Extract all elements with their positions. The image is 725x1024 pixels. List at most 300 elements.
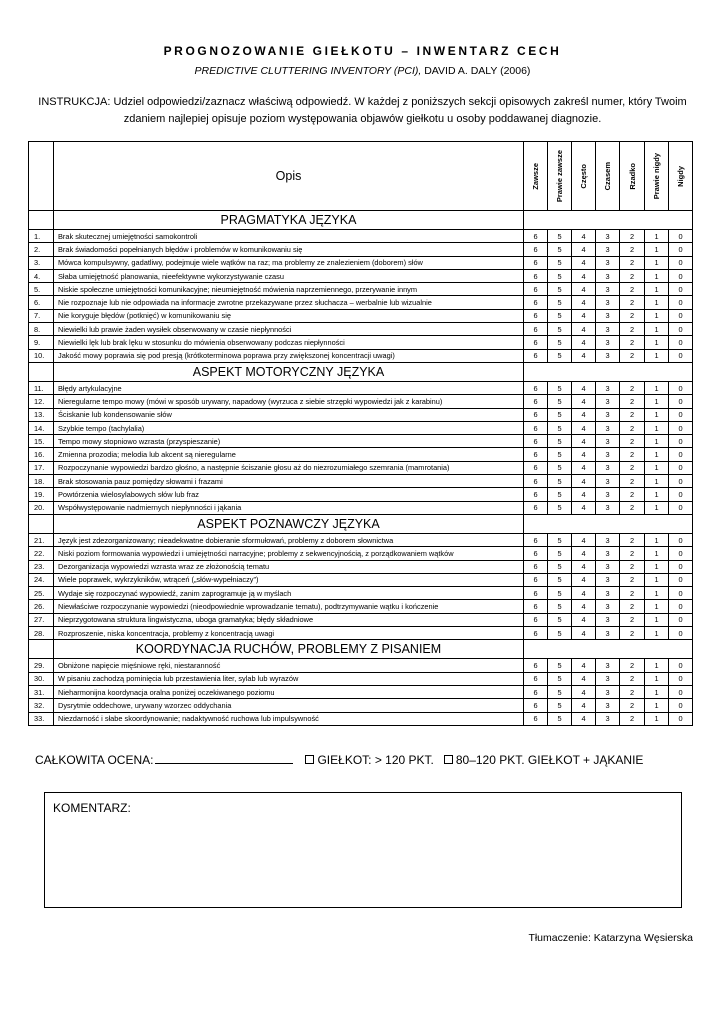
- score-option[interactable]: 5: [548, 309, 572, 322]
- score-option[interactable]: 5: [548, 659, 572, 672]
- score-option[interactable]: 4: [572, 349, 596, 362]
- item-number: 24.: [29, 573, 54, 586]
- score-option[interactable]: 3: [596, 408, 620, 421]
- item-description: Brak stosowania pauz pomiędzy słowami i frazami: [54, 475, 524, 488]
- score-option[interactable]: 3: [596, 461, 620, 474]
- score-option[interactable]: 2: [620, 501, 645, 514]
- score-option[interactable]: 0: [669, 613, 693, 626]
- score-option[interactable]: 6: [524, 672, 548, 685]
- score-option[interactable]: 0: [669, 475, 693, 488]
- score-option[interactable]: 4: [572, 600, 596, 613]
- score-option[interactable]: 0: [669, 659, 693, 672]
- score-option[interactable]: 1: [645, 501, 669, 514]
- score-option[interactable]: 2: [620, 587, 645, 600]
- score-option[interactable]: 1: [645, 475, 669, 488]
- score-option[interactable]: 0: [669, 547, 693, 560]
- score-option[interactable]: 4: [572, 296, 596, 309]
- score-option[interactable]: 5: [548, 283, 572, 296]
- score-option[interactable]: 5: [548, 421, 572, 434]
- score-option[interactable]: 5: [548, 475, 572, 488]
- score-option[interactable]: 0: [669, 501, 693, 514]
- score-option[interactable]: 3: [596, 712, 620, 725]
- score-option[interactable]: 5: [548, 685, 572, 698]
- score-option[interactable]: 5: [548, 230, 572, 243]
- score-option[interactable]: 4: [572, 501, 596, 514]
- score-option[interactable]: 0: [669, 712, 693, 725]
- score-option[interactable]: 2: [620, 672, 645, 685]
- score-option[interactable]: 4: [572, 283, 596, 296]
- score-option[interactable]: 1: [645, 349, 669, 362]
- section-header-row: [29, 211, 693, 230]
- score-option[interactable]: 4: [572, 381, 596, 394]
- score-option[interactable]: 3: [596, 309, 620, 322]
- score-option[interactable]: 4: [572, 435, 596, 448]
- score-option[interactable]: 3: [596, 243, 620, 256]
- table-row: [29, 613, 693, 626]
- score-option[interactable]: 1: [645, 461, 669, 474]
- score-option[interactable]: 2: [620, 475, 645, 488]
- translator-credit: Tłumaczenie: Katarzyna Węsierska: [528, 932, 693, 944]
- score-option[interactable]: 6: [524, 560, 548, 573]
- score-option[interactable]: 1: [645, 448, 669, 461]
- item-number: 19.: [29, 488, 54, 501]
- score-option[interactable]: 6: [524, 712, 548, 725]
- score-option[interactable]: 2: [620, 461, 645, 474]
- score-option[interactable]: 3: [596, 573, 620, 586]
- score-option[interactable]: 6: [524, 587, 548, 600]
- score-option[interactable]: 6: [524, 547, 548, 560]
- table-row: [29, 395, 693, 408]
- score-option[interactable]: 1: [645, 256, 669, 269]
- score-option[interactable]: 2: [620, 421, 645, 434]
- score-option[interactable]: 2: [620, 408, 645, 421]
- score-option[interactable]: 3: [596, 435, 620, 448]
- score-option[interactable]: 3: [596, 296, 620, 309]
- item-number: 16.: [29, 448, 54, 461]
- score-option[interactable]: 4: [572, 533, 596, 546]
- checkbox-icon[interactable]: [305, 755, 314, 764]
- score-option[interactable]: 6: [524, 533, 548, 546]
- score-option[interactable]: 5: [548, 435, 572, 448]
- score-option[interactable]: 4: [572, 547, 596, 560]
- score-option[interactable]: 2: [620, 547, 645, 560]
- score-option[interactable]: 1: [645, 421, 669, 434]
- score-option[interactable]: 4: [572, 659, 596, 672]
- score-option[interactable]: 4: [572, 488, 596, 501]
- score-option[interactable]: 0: [669, 395, 693, 408]
- score-option[interactable]: 4: [572, 408, 596, 421]
- score-option[interactable]: 6: [524, 256, 548, 269]
- item-description: Współwystępowanie nadmiernych niepłynności i jąkania: [54, 501, 524, 514]
- total-score-field[interactable]: [155, 753, 293, 764]
- score-option[interactable]: 3: [596, 547, 620, 560]
- score-option[interactable]: 1: [645, 230, 669, 243]
- score-option[interactable]: 6: [524, 435, 548, 448]
- item-description: Wydaje się rozpoczynać wypowiedź, zanim zaprogramuje ją w myślach: [54, 587, 524, 600]
- item-number: 20.: [29, 501, 54, 514]
- score-option[interactable]: 1: [645, 243, 669, 256]
- score-option[interactable]: 1: [645, 627, 669, 640]
- score-option[interactable]: 0: [669, 627, 693, 640]
- section-scale-cell: [524, 362, 693, 381]
- score-option[interactable]: 0: [669, 461, 693, 474]
- score-option[interactable]: 6: [524, 243, 548, 256]
- score-option[interactable]: 3: [596, 256, 620, 269]
- header-scale: Rzadko: [627, 162, 637, 190]
- score-option[interactable]: 5: [548, 573, 572, 586]
- score-option[interactable]: 4: [572, 475, 596, 488]
- item-description: Nie rozpoznaje lub nie odpowiada na informacje zwrotne przekazywane przez słuchacza – werbalnie lub wizualnie: [54, 296, 524, 309]
- score-option[interactable]: 2: [620, 685, 645, 698]
- score-option[interactable]: 5: [548, 600, 572, 613]
- item-number: 2.: [29, 243, 54, 256]
- score-option[interactable]: 3: [596, 627, 620, 640]
- score-option[interactable]: 3: [596, 269, 620, 282]
- score-option[interactable]: 6: [524, 283, 548, 296]
- score-option[interactable]: 2: [620, 488, 645, 501]
- item-description: Szybkie tempo (tachylalia): [54, 421, 524, 434]
- score-option[interactable]: 3: [596, 659, 620, 672]
- score-option[interactable]: 3: [596, 600, 620, 613]
- item-description: Jakość mowy poprawia się pod presją (krótkoterminowa poprawa przy zwiększonej koncentracji uwagi): [54, 349, 524, 362]
- score-option[interactable]: 6: [524, 448, 548, 461]
- score-option[interactable]: 6: [524, 659, 548, 672]
- score-option[interactable]: 4: [572, 699, 596, 712]
- score-option[interactable]: 4: [572, 421, 596, 434]
- score-option[interactable]: 2: [620, 230, 645, 243]
- section-title: KOORDYNACJA RUCHÓW, PROBLEMY Z PISANIEM: [54, 640, 524, 659]
- score-option[interactable]: 1: [645, 323, 669, 336]
- score-option[interactable]: 2: [620, 659, 645, 672]
- score-option[interactable]: 3: [596, 283, 620, 296]
- score-option[interactable]: 6: [524, 699, 548, 712]
- score-option[interactable]: 1: [645, 309, 669, 322]
- score-option[interactable]: 2: [620, 269, 645, 282]
- score-option[interactable]: 6: [524, 269, 548, 282]
- score-option[interactable]: 0: [669, 323, 693, 336]
- score-option[interactable]: 5: [548, 672, 572, 685]
- score-option[interactable]: 4: [572, 712, 596, 725]
- item-number: 18.: [29, 475, 54, 488]
- score-option[interactable]: 0: [669, 685, 693, 698]
- score-option[interactable]: 5: [548, 243, 572, 256]
- inventory-table: [28, 141, 693, 726]
- score-option[interactable]: 1: [645, 712, 669, 725]
- score-option[interactable]: 6: [524, 627, 548, 640]
- score-option[interactable]: 5: [548, 269, 572, 282]
- score-option[interactable]: 0: [669, 533, 693, 546]
- score-option[interactable]: 2: [620, 613, 645, 626]
- score-option[interactable]: 0: [669, 408, 693, 421]
- comment-box[interactable]: [44, 792, 682, 908]
- score-option[interactable]: 6: [524, 461, 548, 474]
- score-option[interactable]: 0: [669, 560, 693, 573]
- score-option[interactable]: 3: [596, 699, 620, 712]
- score-option[interactable]: 5: [548, 613, 572, 626]
- table-row: [29, 672, 693, 685]
- score-option[interactable]: 4: [572, 613, 596, 626]
- item-description: W pisaniu zachodzą pominięcia lub przestawienia liter, sylab lub wyrazów: [54, 672, 524, 685]
- score-option[interactable]: 4: [572, 395, 596, 408]
- score-option[interactable]: 1: [645, 336, 669, 349]
- score-option[interactable]: 2: [620, 573, 645, 586]
- score-option[interactable]: 0: [669, 256, 693, 269]
- total-score-label: CAŁKOWITA OCENA:: [35, 753, 154, 767]
- table-row: [29, 699, 693, 712]
- item-description: Powtórzenia wielosylabowych słów lub fraz: [54, 488, 524, 501]
- score-option[interactable]: 1: [645, 560, 669, 573]
- score-option[interactable]: 5: [548, 461, 572, 474]
- score-option[interactable]: 0: [669, 448, 693, 461]
- score-option[interactable]: 6: [524, 421, 548, 434]
- score-option[interactable]: 2: [620, 627, 645, 640]
- score-option[interactable]: 1: [645, 488, 669, 501]
- score-option[interactable]: 1: [645, 435, 669, 448]
- score-option[interactable]: 0: [669, 336, 693, 349]
- option-cluttering-stuttering[interactable]: [444, 753, 644, 767]
- score-option[interactable]: 0: [669, 309, 693, 322]
- score-option[interactable]: 1: [645, 587, 669, 600]
- score-option[interactable]: 1: [645, 600, 669, 613]
- item-number: 8.: [29, 323, 54, 336]
- score-option[interactable]: 2: [620, 395, 645, 408]
- score-option[interactable]: 1: [645, 408, 669, 421]
- score-option[interactable]: 6: [524, 349, 548, 362]
- option-cluttering[interactable]: [305, 753, 433, 767]
- table-row: [29, 533, 693, 546]
- score-option[interactable]: 5: [548, 349, 572, 362]
- item-description: Ściskanie lub kondensowanie słów: [54, 408, 524, 421]
- score-option[interactable]: 2: [620, 296, 645, 309]
- score-option[interactable]: 0: [669, 381, 693, 394]
- score-option[interactable]: 0: [669, 573, 693, 586]
- score-option[interactable]: 4: [572, 336, 596, 349]
- table-row: [29, 421, 693, 434]
- score-option[interactable]: 1: [645, 395, 669, 408]
- score-option[interactable]: 6: [524, 501, 548, 514]
- score-option[interactable]: 6: [524, 408, 548, 421]
- score-option[interactable]: 0: [669, 488, 693, 501]
- score-option[interactable]: 5: [548, 395, 572, 408]
- score-option[interactable]: 2: [620, 309, 645, 322]
- score-option[interactable]: 3: [596, 533, 620, 546]
- checkbox-icon[interactable]: [444, 755, 453, 764]
- score-option[interactable]: 4: [572, 243, 596, 256]
- item-number: 11.: [29, 381, 54, 394]
- item-number: 1.: [29, 230, 54, 243]
- score-option[interactable]: 4: [572, 323, 596, 336]
- score-option[interactable]: 5: [548, 712, 572, 725]
- score-option[interactable]: 4: [572, 627, 596, 640]
- score-option[interactable]: 1: [645, 381, 669, 394]
- score-option[interactable]: 3: [596, 395, 620, 408]
- score-option[interactable]: 4: [572, 230, 596, 243]
- score-option[interactable]: 1: [645, 547, 669, 560]
- score-option[interactable]: 1: [645, 533, 669, 546]
- item-description: Dysrytmie oddechowe, urywany wzorzec oddychania: [54, 699, 524, 712]
- score-option[interactable]: 1: [645, 672, 669, 685]
- score-option[interactable]: 2: [620, 699, 645, 712]
- score-option[interactable]: 2: [620, 381, 645, 394]
- section-title: PRAGMATYKA JĘZYKA: [54, 211, 524, 230]
- item-description: Niskie społeczne umiejętności komunikacyjne; nieumiejętność mówienia naprzemiennego, przerywanie innym: [54, 283, 524, 296]
- score-option[interactable]: 3: [596, 613, 620, 626]
- score-option[interactable]: 3: [596, 672, 620, 685]
- score-option[interactable]: 1: [645, 659, 669, 672]
- score-option[interactable]: 5: [548, 381, 572, 394]
- section-header-row: [29, 514, 693, 533]
- score-option[interactable]: 2: [620, 243, 645, 256]
- score-option[interactable]: 5: [548, 547, 572, 560]
- table-row: [29, 685, 693, 698]
- score-option[interactable]: 4: [572, 256, 596, 269]
- score-option[interactable]: 1: [645, 269, 669, 282]
- table-row: [29, 349, 693, 362]
- score-option[interactable]: 3: [596, 349, 620, 362]
- item-number: 25.: [29, 587, 54, 600]
- score-option[interactable]: 0: [669, 600, 693, 613]
- score-option[interactable]: 2: [620, 448, 645, 461]
- score-option[interactable]: 0: [669, 672, 693, 685]
- item-description: Nieprzygotowana struktura lingwistyczna, uboga gramatyka; błędy składniowe: [54, 613, 524, 626]
- score-option[interactable]: 6: [524, 323, 548, 336]
- score-option[interactable]: 4: [572, 269, 596, 282]
- score-option[interactable]: 3: [596, 560, 620, 573]
- score-option[interactable]: 6: [524, 230, 548, 243]
- item-number: 4.: [29, 269, 54, 282]
- score-option[interactable]: 1: [645, 685, 669, 698]
- score-option[interactable]: 2: [620, 435, 645, 448]
- score-option[interactable]: 4: [572, 672, 596, 685]
- score-option[interactable]: 3: [596, 501, 620, 514]
- score-option[interactable]: 3: [596, 488, 620, 501]
- score-option[interactable]: 5: [548, 323, 572, 336]
- score-option[interactable]: 5: [548, 501, 572, 514]
- score-option[interactable]: 5: [548, 627, 572, 640]
- item-number: 29.: [29, 659, 54, 672]
- score-option[interactable]: 1: [645, 296, 669, 309]
- score-option[interactable]: 3: [596, 336, 620, 349]
- table-row: [29, 230, 693, 243]
- score-option[interactable]: 6: [524, 475, 548, 488]
- table-row: [29, 381, 693, 394]
- score-option[interactable]: 6: [524, 381, 548, 394]
- score-option[interactable]: 5: [548, 296, 572, 309]
- score-option[interactable]: 2: [620, 349, 645, 362]
- score-option[interactable]: 6: [524, 685, 548, 698]
- score-option[interactable]: 0: [669, 283, 693, 296]
- item-number: 5.: [29, 283, 54, 296]
- item-number: 14.: [29, 421, 54, 434]
- item-number: 21.: [29, 533, 54, 546]
- score-option[interactable]: 3: [596, 587, 620, 600]
- table-row: [29, 323, 693, 336]
- score-option[interactable]: 3: [596, 323, 620, 336]
- score-option[interactable]: 5: [548, 533, 572, 546]
- score-option[interactable]: 0: [669, 349, 693, 362]
- score-option[interactable]: 2: [620, 533, 645, 546]
- item-description: Rozpoczynanie wypowiedzi bardzo głośno, a następnie ściszanie głosu aż do niezrozumiałego szemrania (mamrotania): [54, 461, 524, 474]
- item-description: Nieharmonijna koordynacja oralna poniżej oczekiwanego poziomu: [54, 685, 524, 698]
- score-option[interactable]: 3: [596, 421, 620, 434]
- score-option[interactable]: 4: [572, 560, 596, 573]
- score-option[interactable]: 5: [548, 256, 572, 269]
- score-option[interactable]: 5: [548, 488, 572, 501]
- score-option[interactable]: 2: [620, 712, 645, 725]
- score-option[interactable]: 6: [524, 600, 548, 613]
- score-option[interactable]: 4: [572, 309, 596, 322]
- score-option[interactable]: 1: [645, 573, 669, 586]
- score-option[interactable]: 5: [548, 699, 572, 712]
- score-option[interactable]: 5: [548, 587, 572, 600]
- score-option[interactable]: 1: [645, 283, 669, 296]
- score-option[interactable]: 0: [669, 296, 693, 309]
- score-option[interactable]: 1: [645, 699, 669, 712]
- section-header-row: [29, 362, 693, 381]
- score-option[interactable]: 2: [620, 560, 645, 573]
- score-option[interactable]: 6: [524, 395, 548, 408]
- item-number: 30.: [29, 672, 54, 685]
- score-option[interactable]: 3: [596, 230, 620, 243]
- score-option[interactable]: 6: [524, 309, 548, 322]
- score-option[interactable]: 3: [596, 381, 620, 394]
- score-option[interactable]: 0: [669, 421, 693, 434]
- score-option[interactable]: 0: [669, 587, 693, 600]
- item-description: Błędy artykulacyjne: [54, 381, 524, 394]
- score-option[interactable]: 4: [572, 461, 596, 474]
- score-option[interactable]: 6: [524, 336, 548, 349]
- score-option[interactable]: 3: [596, 685, 620, 698]
- score-option[interactable]: 0: [669, 699, 693, 712]
- table-row: [29, 408, 693, 421]
- score-option[interactable]: 0: [669, 243, 693, 256]
- score-option[interactable]: 2: [620, 600, 645, 613]
- score-option[interactable]: 4: [572, 685, 596, 698]
- item-number: 12.: [29, 395, 54, 408]
- table-row: [29, 627, 693, 640]
- score-option[interactable]: 6: [524, 573, 548, 586]
- score-option[interactable]: 3: [596, 475, 620, 488]
- score-option[interactable]: 5: [548, 560, 572, 573]
- score-option[interactable]: 2: [620, 323, 645, 336]
- item-description: Niewielki lęk lub brak lęku w stosunku do mówienia obserwowany podczas niepłynności: [54, 336, 524, 349]
- score-option[interactable]: 4: [572, 587, 596, 600]
- table-row: [29, 600, 693, 613]
- score-option[interactable]: 2: [620, 256, 645, 269]
- score-option[interactable]: 0: [669, 269, 693, 282]
- score-option[interactable]: 4: [572, 573, 596, 586]
- score-option[interactable]: 3: [596, 448, 620, 461]
- option-cluttering-stuttering-label: 80–120 PKT. GIEŁKOT + JĄKANIE: [455, 753, 644, 767]
- score-option[interactable]: 2: [620, 283, 645, 296]
- score-option[interactable]: 4: [572, 448, 596, 461]
- score-option[interactable]: 0: [669, 230, 693, 243]
- score-option[interactable]: 5: [548, 336, 572, 349]
- score-option[interactable]: 5: [548, 448, 572, 461]
- score-option[interactable]: 6: [524, 613, 548, 626]
- table-row: [29, 283, 693, 296]
- table-row: [29, 448, 693, 461]
- section-scale-cell: [524, 640, 693, 659]
- item-number: 22.: [29, 547, 54, 560]
- score-option[interactable]: 1: [645, 613, 669, 626]
- score-option[interactable]: 6: [524, 296, 548, 309]
- item-number: 9.: [29, 336, 54, 349]
- score-option[interactable]: 2: [620, 336, 645, 349]
- score-option[interactable]: 6: [524, 488, 548, 501]
- score-option[interactable]: 5: [548, 408, 572, 421]
- score-option[interactable]: 0: [669, 435, 693, 448]
